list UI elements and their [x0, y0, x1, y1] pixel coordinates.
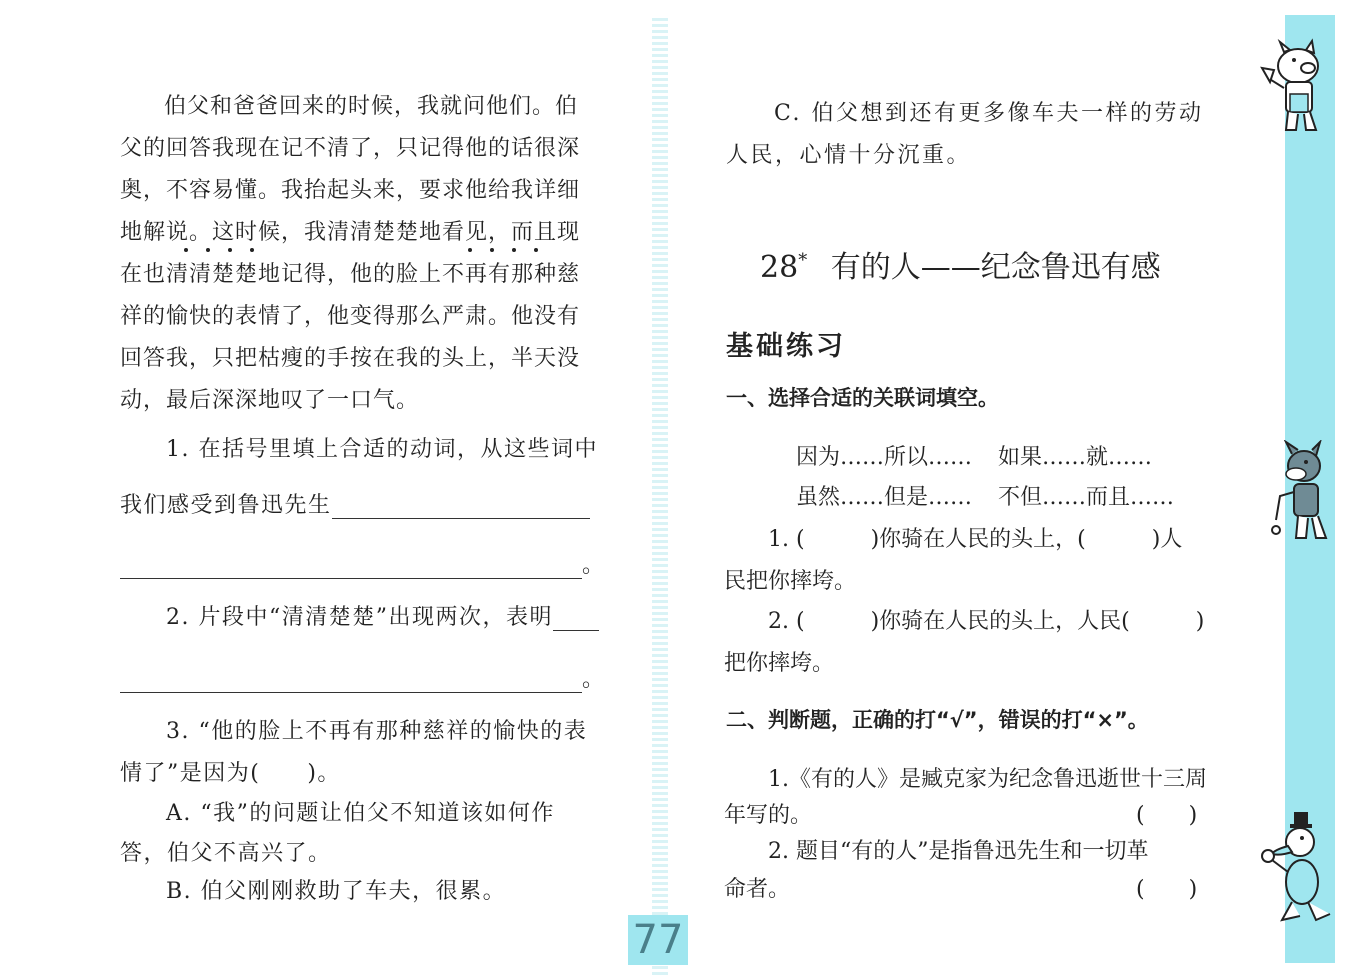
lesson-title: 有的人——纪念鲁迅有感: [830, 250, 1161, 285]
part-1-item-2-line-1: 2. ( )你骑在人民的头上，人民( ): [768, 609, 1205, 634]
question-1-line-1: 1. 在括号里填上合适的动词，从这些词中: [166, 437, 598, 462]
question-1-answer-blank-1[interactable]: [332, 498, 590, 519]
lesson-star: *: [798, 250, 808, 271]
part-2-item-2-line-2: 命者。: [724, 877, 791, 902]
answer-paren[interactable]: ( ): [1136, 803, 1198, 828]
duck-cartoon-icon: [1252, 810, 1338, 930]
option-a-line-1: A. “我”的问题让伯父不知道该如何作: [166, 801, 555, 826]
conjunction-option: 因为……所以……: [796, 445, 973, 470]
question-1-line-3: [120, 548, 606, 579]
left-page: [0, 0, 650, 979]
conjunction-option: 虽然……但是……: [796, 485, 973, 510]
question-2-end: 。: [582, 667, 606, 692]
wolf-cartoon-icon: [1262, 440, 1342, 552]
question-1-prompt: 我们感受到鲁迅先生: [120, 493, 332, 518]
part-1-item-2-line-2: 把你摔垮。: [724, 651, 835, 676]
option-b: B. 伯父刚刚救助了车夫，很累。: [166, 879, 507, 904]
option-c-line-2: 人民，心情十分沉重。: [726, 143, 972, 168]
question-2-answer-blank-2[interactable]: [120, 672, 582, 693]
question-1-answer-blank-2[interactable]: [120, 558, 582, 579]
question-1-line-2: [120, 488, 590, 519]
question-1-end: 。: [582, 553, 606, 578]
answer-paren[interactable]: ( ): [1136, 877, 1198, 902]
part-2-item-2-line-1: 2. 题目“有的人”是指鲁迅先生和一切革: [768, 839, 1149, 864]
part-2-item-1-line-2: 年写的。: [724, 803, 813, 828]
part-1-title: 一、选择合适的关联词填空。: [726, 386, 999, 410]
page-gutter: [652, 18, 668, 978]
section-title: 基础练习: [726, 331, 846, 362]
question-2-line-2: [120, 662, 606, 693]
conjunction-option: 不但……而且……: [998, 485, 1175, 510]
lesson-number: 28: [760, 250, 799, 285]
option-c-line-1: C. 伯父想到还有更多像车夫一样的劳动: [774, 101, 1204, 126]
question-2-prompt: 2. 片段中“清清楚楚”出现两次，表明: [166, 605, 553, 630]
page-number: 77: [628, 915, 688, 965]
part-2-item-1-line-1: 1.《有的人》是臧克家为纪念鲁迅逝世十三周: [768, 767, 1207, 792]
question-2-answer-blank-1[interactable]: [553, 610, 599, 631]
part-2-title: 二、判断题，正确的打“√”，错误的打“×”。: [726, 708, 1149, 732]
reading-passage: 伯父和爸爸回来的时候，我就问他们。伯父的回答我现在记不清了，只记得他的话很深奥，不容易懂。我抬起头来，要求他给我详细地解说。这时候，我清清楚楚地看见，而且现在也清清楚楚地记得，他的脸上不再有那种慈祥的愉快的表情了，他变得那么严肃。他没有回答我，只把枯瘦的手按在我的头上，半天没动，最后深深地叹了一口气。: [120, 94, 581, 413]
option-a-line-2: 答，伯父不高兴了。: [120, 841, 332, 866]
part-1-item-1-line-1: 1. ( )你骑在人民的头上，( )人: [768, 527, 1183, 552]
pig-cartoon-icon: [1248, 38, 1338, 138]
lesson-heading: [760, 242, 1161, 286]
question-2-line-1: [166, 600, 599, 631]
right-page: [670, 0, 1285, 979]
question-3-line-2: 情了”是因为( )。: [120, 761, 341, 786]
part-1-item-1-line-2: 民把你摔垮。: [724, 569, 857, 594]
conjunction-option: 如果……就……: [998, 445, 1153, 470]
question-3-line-1: 3. “他的脸上不再有那种慈祥的愉快的表: [166, 719, 588, 744]
